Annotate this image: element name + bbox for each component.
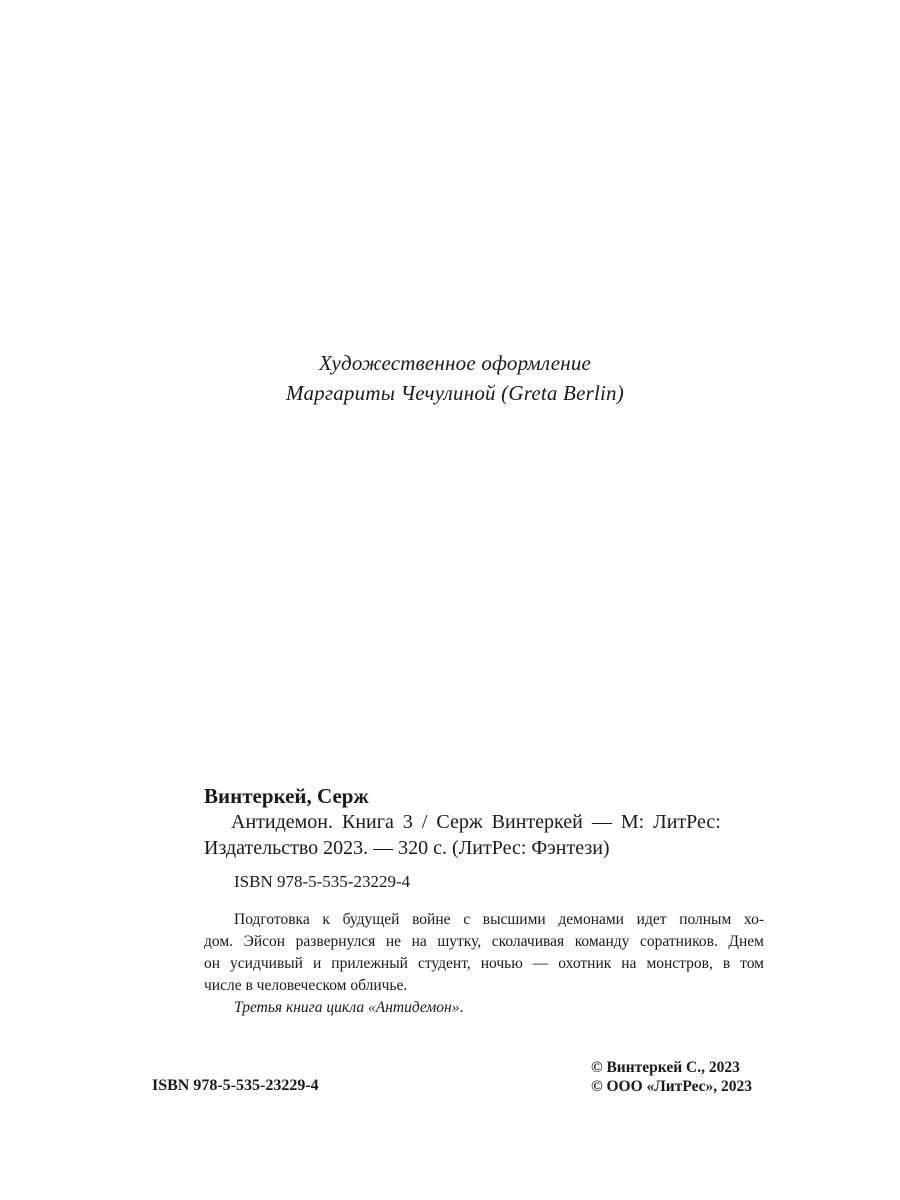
copyright-author: © Винтеркей С., 2023 bbox=[591, 1059, 740, 1076]
series-note-text: Третья книга цикла «Антидемон» bbox=[234, 999, 460, 1016]
credits-line-1: Художественное оформление bbox=[318, 351, 592, 375]
annotation bbox=[204, 909, 764, 1019]
design-credits bbox=[0, 348, 900, 408]
annotation-line-4: числе в человеческом обличье. bbox=[204, 977, 408, 994]
footer-isbn: ISBN 978-5-535-23229-4 bbox=[152, 1077, 319, 1094]
copyright-publisher: © ООО «ЛитРес», 2023 bbox=[591, 1078, 753, 1095]
catalog-isbn: ISBN 978-5-535-23229-4 bbox=[234, 872, 411, 891]
author-name: Винтеркей, Серж bbox=[204, 784, 369, 808]
series-note bbox=[204, 997, 764, 1019]
annotation-line-3: он усидчивый и прилежный студент, ночью — охотник на монстров, в том bbox=[204, 955, 764, 972]
credits-line-2: Маргариты Чечулиной (Greta Berlin) bbox=[286, 381, 624, 405]
book-description-line-1: Антидемон. Книга 3 / Серж Винтеркей — М: ЛитРес: bbox=[231, 811, 721, 833]
copyright-block bbox=[591, 1058, 752, 1096]
series-note-period: . bbox=[459, 999, 464, 1016]
bibliographic-record bbox=[204, 783, 764, 1019]
annotation-line-1: Подготовка к будущей войне с высшими демонами идет полным хо- bbox=[234, 911, 764, 928]
book-description-line-2: Издательство 2023. — 320 с. (ЛитРес: Фэнтези) bbox=[204, 837, 610, 859]
annotation-line-2: дом. Эйсон развернулся не на шутку, сколачивая команду соратников. Днем bbox=[204, 933, 764, 950]
